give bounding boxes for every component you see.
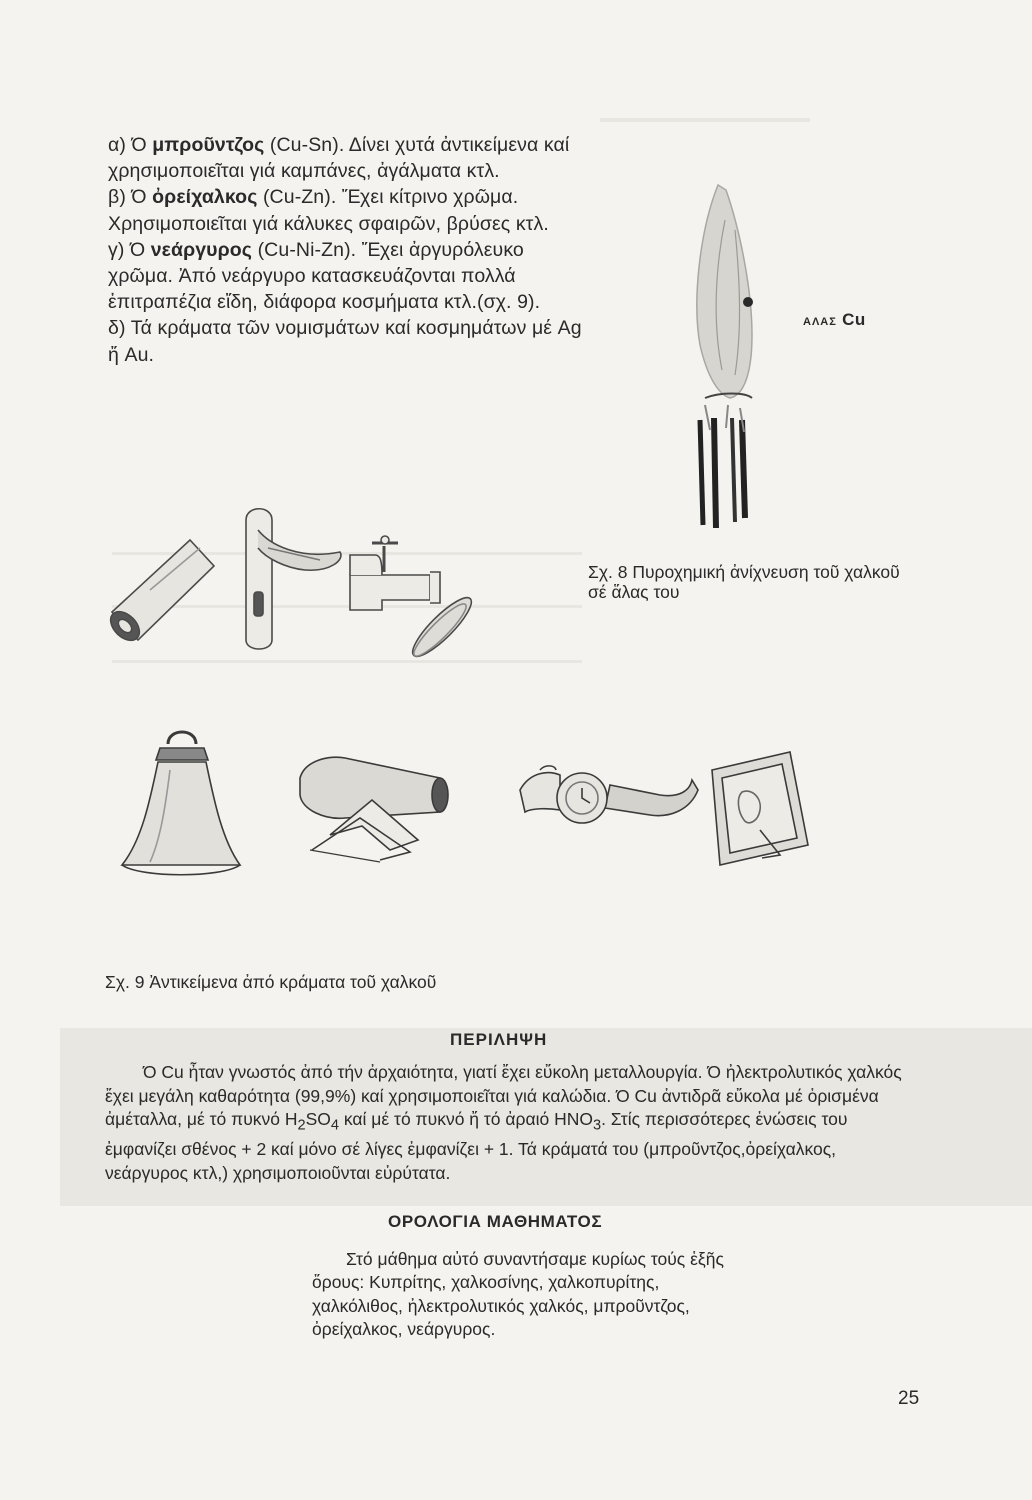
terminology-text [312,1248,724,1341]
cannon-drawing [300,757,448,862]
terminology-paragraph: Στό μάθημα αὐτό συναντήσαμε κυρίως τούς ἑξῆς ὅρους: Κυπρίτης, χαλκοσίνης, χαλκοπυρίτης, χαλκόλιθος, ἠλεκτρολυτικός χαλκός, μπροῦντζος, ὀρείχαλκος, νεάργυρος. [312,1249,724,1339]
figure8-caption: Σχ. 8 Πυροχημική ἀνίχνευση τοῦ χαλκοῦ σέ ἅλας του [588,562,900,602]
salt-label: ΑΛΑΣ [803,316,837,328]
tap-drawing [350,536,440,610]
coin-drawing [406,591,478,663]
alloy-brass-text: (Cu-Zn). Ἔχει κίτρινο χρῶμα. Χρησιμοποιεῖται γιά κάλυκες σφαιρῶν, βρύσες κτλ. [108,186,549,235]
page-number: 25 [898,1388,920,1409]
door-handle-drawing [246,509,341,649]
terminology-title: ΟΡΟΛΟΓΙΑ ΜΑΘΗΜΑΤΟΣ [388,1212,603,1231]
formula-hno: HNO [554,1109,593,1129]
summary-part1: Ό Cu ἦταν γνωστός ἀπό τήν ἀρχαιότητα, γιατί ἔχει εὔκολη μεταλλουργία. Ό ἠλεκτρολυτικός χαλκός ἔχει μεγάλη καθαρότητα (99,9%) καί χρησιμοποιεῖται γιά καλώδια. Ό Cu ἀντιδρᾶ εὔκολα μέ ὁρισμένα ἀμέταλλα, μέ τό πυκνό [105,1062,902,1129]
alloy-nickel-silver-prefix: γ) Ό [108,238,151,261]
formula-so: SO [305,1109,331,1129]
summary-title: ΠΕΡΙΛΗΨΗ [450,1030,548,1049]
alloy-bronze-prefix: α) Ό [108,134,153,156]
flame-test-illustration [697,185,753,528]
watch-drawing [520,766,698,823]
formula-sub-2: 2 [297,1117,306,1134]
alloy-bronze-text: (Cu-Sn). Δίνει χυτά ἀντικείμενα καί χρησιμοποιεῖται γιά καμπάνες, ἀγάλματα κτλ. [108,134,570,183]
summary-part3: . Στίς περισσότερες ἑνώσεις του ἐμφανίζει σθένος + 2 καί μόνο σέ λίγες ἐμφανίζει + 1. Τά κράματά του (μπροῦντζος,ὀρείχαλκος, νεάργυρος κτλ,) χρησιμοποιοῦνται εὐρύτατα. [105,1109,848,1183]
alloy-nickel-silver-text: (Cu-Ni-Zn). Ἔχει ἀργυρόλευκο χρῶμα. Ἀπό νεάργυρο κατασκευάζονται πολλά ἐπιτραπέζια εἴδη, διάφορα κοσμήματα κτλ.(σχ. 9). [108,238,541,314]
formula-sub-3: 3 [592,1117,602,1134]
bell-drawing [122,732,240,875]
alloy-brass-name: ὀρείχαλκος [152,186,258,209]
flame-test-label [803,310,866,330]
cylinder-drawing [105,540,214,646]
summary-part2: καί μέ τό πυκνό ἤ τό ἀραιό [339,1109,555,1129]
alloy-brass-prefix: β) Ό [108,186,153,209]
alloy-coins-text: δ) Τά κράματα τῶν νομισμάτων καί κοσμημάτων μέ Ag ἤ Au. [108,317,582,366]
summary-text [105,1061,923,1185]
copper-symbol: Cu [842,310,866,329]
alloy-nickel-silver-name: νεάργυρος [150,238,253,261]
alloy-bronze-name: μπροῦντζος [152,134,265,156]
formula-h: H [284,1109,298,1129]
formula-sub-4: 4 [330,1117,340,1134]
figure9-caption: Σχ. 9 Ἀντικείμενα ἀπό κράματα τοῦ χαλκοῦ [105,972,437,992]
picture-frame-drawing [712,752,808,865]
